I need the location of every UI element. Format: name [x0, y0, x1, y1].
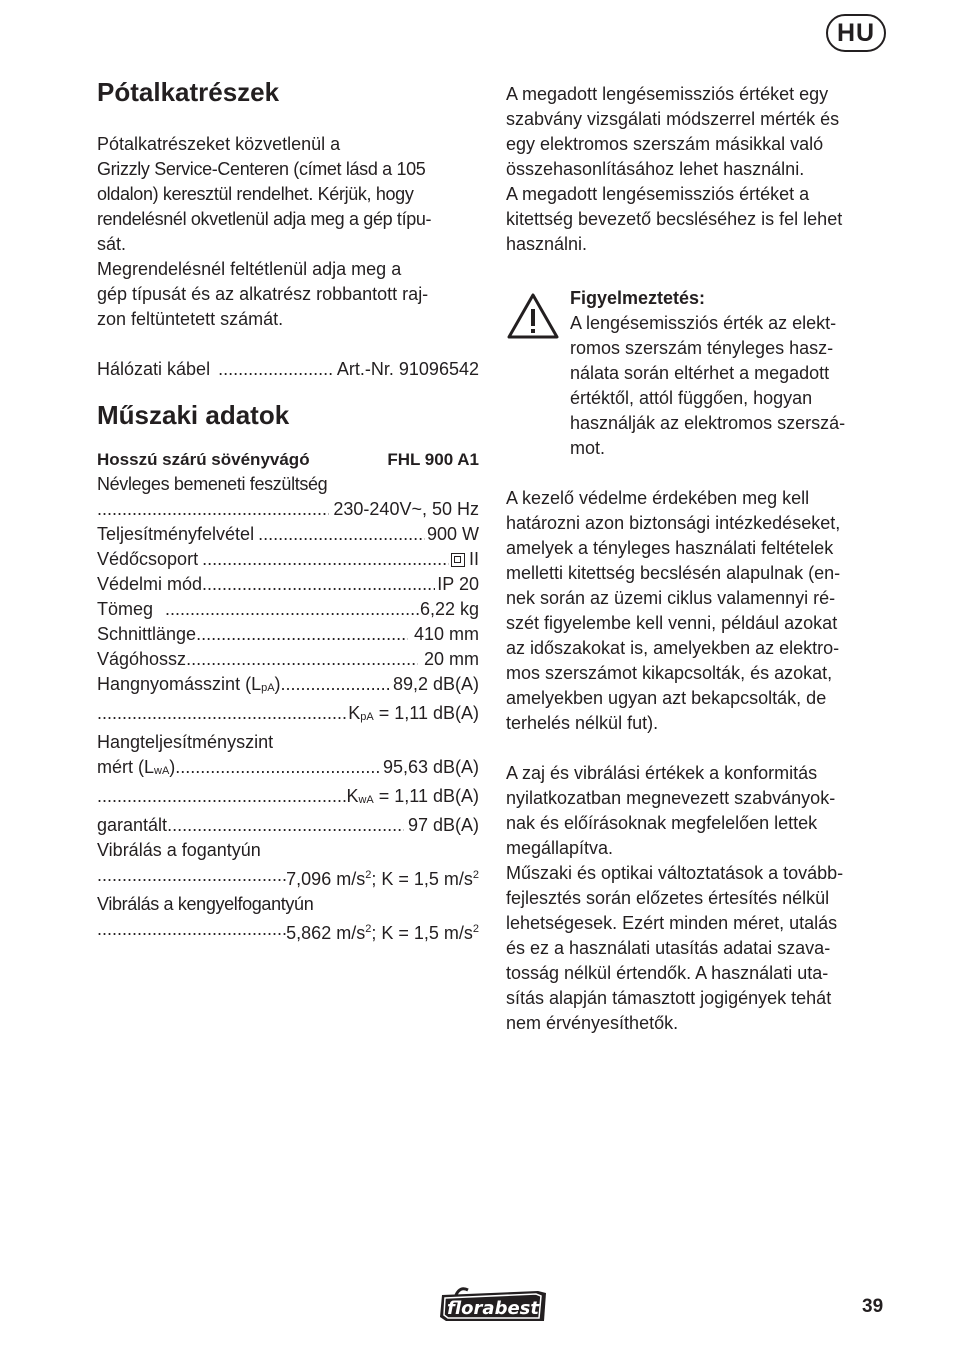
weight-value: 6,22 kg	[419, 599, 479, 619]
spare-parts-line: zon feltüntetett számát.	[97, 309, 284, 329]
sound-pressure-close: )	[274, 674, 281, 694]
vibration-bow-value: 5,862 m/s	[286, 923, 366, 943]
sound-power-measured-label: mért (L	[97, 757, 155, 777]
conformity-para-line: nak és előírásoknak megfelelően lettek	[506, 813, 818, 833]
sound-power-measured-value: 95,63 dB(A)	[382, 757, 479, 777]
operator-para-line: szét figyelembe kell venni, például azokat	[506, 613, 838, 633]
vibration-handle-row	[97, 863, 479, 892]
kpa-symbol: K	[348, 703, 361, 723]
cut-length-label: Schnittlänge	[97, 624, 197, 644]
kpa-sub: pA	[360, 711, 374, 723]
kwa-row	[97, 784, 479, 813]
sound-power-label: Hangteljesítményszint	[97, 732, 274, 752]
kpa-value: = 1,11 dB(A)	[373, 703, 479, 723]
vibration-handle-label: Vibrálás a fogantyún	[97, 840, 261, 860]
conformity-para-line: és ez a használati utasítás adatai szava-	[506, 938, 831, 958]
warning-line: mot.	[570, 438, 606, 458]
conformity-para-line: A zaj és vibrálási értékek a konformitás	[506, 763, 818, 783]
kwa-wrap	[346, 784, 479, 813]
kwa-value: = 1,11 dB(A)	[373, 786, 479, 806]
protection-class-value-wrap	[451, 547, 479, 572]
operator-para-line: mos szerszámot kikapcsolták, és azokat,	[506, 663, 833, 683]
cable-row	[97, 357, 479, 382]
warning-icon	[506, 286, 570, 461]
spare-parts-heading: Pótalkatrészek	[97, 77, 280, 107]
operator-para-line: amelyekben ugyan azt bekapcsolták, de	[506, 688, 827, 708]
vibration-handle-k: ; K = 1,5 m/s	[371, 869, 473, 889]
spare-parts-line: rendelésnél okvetlenül adja meg a gép típu-	[97, 209, 432, 229]
vibration-para-line: kitettség bevezető becsléséhez is fel lehet	[506, 209, 843, 229]
vibration-para-line: szabvány vizsgálati módszerrel mérték és	[506, 109, 840, 129]
left-column	[97, 70, 479, 946]
logo-text: florabest	[447, 1298, 539, 1319]
sound-power-sub: wA	[154, 765, 170, 777]
right-column	[506, 82, 898, 1036]
sup-2: 2	[472, 923, 479, 935]
warning-text	[570, 286, 898, 461]
conformity-para-line: megállapítva.	[506, 838, 614, 858]
vibration-para-line: A megadott lengésemissziós értéket egy	[506, 84, 829, 104]
guaranteed-row	[97, 813, 479, 838]
sound-pressure-label-wrap	[97, 672, 281, 701]
power-row	[97, 522, 479, 547]
weight-row	[97, 597, 479, 622]
conformity-para-line: lehetségesek. Ezért minden méret, utalás	[506, 913, 838, 933]
operator-para-line: nek során az üzemi ciklus valamennyi ré-	[506, 588, 836, 608]
sound-pressure-row	[97, 672, 479, 701]
conformity-para-line: Műszaki és optikai változtatások a tovább-	[506, 863, 844, 883]
vibration-bow-wrap	[286, 917, 479, 946]
product-name: Hosszú szárú sövényvágó	[97, 450, 310, 469]
conformity-para-line: sítás alapján támasztott jogigények tehát	[506, 988, 832, 1008]
sound-pressure-value: 89,2 dB(A)	[392, 674, 479, 694]
sound-power-measured-row	[97, 755, 479, 784]
warning-line: nálata során eltérhet a megadott	[570, 363, 830, 383]
sound-pressure-sub: pA	[261, 682, 275, 694]
cable-label: Hálózati kábel	[97, 359, 211, 379]
cut-length2-row	[97, 647, 479, 672]
guaranteed-label: garantált	[97, 815, 168, 835]
technical-data-heading: Műszaki adatok	[97, 400, 290, 430]
conformity-para-line: nem érvényesíthetők.	[506, 1013, 679, 1033]
power-label: Teljesítményfelvétel	[97, 524, 255, 544]
cable-value: Art.-Nr. 91096542	[336, 359, 479, 379]
weight-label: Tömeg	[97, 599, 154, 619]
vibration-handle-wrap	[286, 863, 479, 892]
vibration-para-line: összehasonlításához lehet használni.	[506, 159, 805, 179]
product-model: FHL 900 A1	[387, 450, 479, 469]
sup-2: 2	[365, 923, 372, 935]
warning-line: A lengésemissziós érték az elekt-	[570, 313, 837, 333]
sup-2: 2	[472, 869, 479, 881]
florabest-logo	[438, 1287, 548, 1325]
spare-parts-line: sát.	[97, 234, 127, 254]
conformity-para-line: fejlesztés során előzetes értesítés nélkül	[506, 888, 830, 908]
sup-2: 2	[365, 869, 372, 881]
protection-type-label: Védelmi mód	[97, 574, 203, 594]
kwa-sub: wA	[358, 794, 374, 806]
spare-parts-line: oldalon) keresztül rendelhet. Kérjük, hogy	[97, 184, 414, 204]
spare-parts-line: Pótalkatrészeket közvetlenül a	[97, 134, 341, 154]
operator-para-line: határozni azon biztonsági intézkedéseket,	[506, 513, 841, 533]
protection-class-row	[97, 547, 479, 572]
conformity-para-line: nyilatkozatban megnevezett szabványok-	[506, 788, 836, 808]
warning-block	[506, 286, 898, 461]
operator-para-line: terhelés nélkül fut).	[506, 713, 659, 733]
spare-parts-line: Megrendelésnél feltétlenül adja meg a	[97, 259, 402, 279]
operator-para-line: A kezelő védelme érdekében meg kell	[506, 488, 810, 508]
sound-power-measured-wrap	[97, 755, 175, 784]
vibration-para-line: használni.	[506, 234, 588, 254]
kwa-symbol: K	[346, 786, 359, 806]
vibration-bow-label: Vibrálás a kengyelfogantyún	[97, 894, 314, 914]
spare-parts-line: gép típusát és az alkatrész robbantott raj-	[97, 284, 429, 304]
warning-line: használják az elektromos szerszá-	[570, 413, 846, 433]
cut-length-row	[97, 622, 479, 647]
guaranteed-value: 97 dB(A)	[407, 815, 479, 835]
vibration-para-line: A megadott lengésemissziós értéket a	[506, 184, 810, 204]
cut-length2-label: Vágóhossz	[97, 649, 187, 669]
cut-length-value: 410 mm	[413, 624, 479, 644]
sound-power-close: )	[169, 757, 176, 777]
language-badge: HU	[826, 14, 886, 52]
protection-class-label: Védőcsoport	[97, 549, 199, 569]
protection-class-ii-icon	[451, 553, 465, 567]
operator-para-line: az időszakokat is, amelyekben az elektro-	[506, 638, 840, 658]
warning-line: értéktől, attól függően, hogyan	[570, 388, 813, 408]
operator-para-line: amelyek a tényleges használati feltételek	[506, 538, 834, 558]
kpa-row	[97, 701, 479, 730]
vibration-handle-value: 7,096 m/s	[286, 869, 366, 889]
page-number: 39	[862, 1296, 884, 1317]
power-value: 900 W	[426, 524, 479, 544]
operator-para-line: melletti kitettség becslésén alapulnak (en-	[506, 563, 841, 583]
rated-voltage-label: Névleges bemeneti feszültség	[97, 474, 328, 494]
protection-class-value: II	[468, 549, 479, 569]
cut-length2-value: 20 mm	[423, 649, 479, 669]
vibration-bow-row	[97, 917, 479, 946]
kpa-wrap	[348, 701, 479, 730]
sound-pressure-label: Hangnyomásszint (L	[97, 674, 262, 694]
warning-title: Figyelmeztetés:	[570, 288, 706, 308]
conformity-para-line: tosság nélkül értendők. A használati uta-	[506, 963, 829, 983]
rated-voltage-row	[97, 497, 479, 522]
warning-line: romos szerszám tényleges hasz-	[570, 338, 834, 358]
spare-parts-line: Grizzly Service-Centeren (címet lásd a 105	[97, 159, 426, 179]
vibration-para-line: egy elektromos szerszám másikkal való	[506, 134, 824, 154]
protection-type-row	[97, 572, 479, 597]
rated-voltage-value: 230-240V~, 50 Hz	[333, 499, 479, 519]
product-title	[97, 447, 479, 472]
vibration-bow-k: ; K = 1,5 m/s	[371, 923, 473, 943]
protection-type-value: IP 20	[437, 574, 479, 594]
